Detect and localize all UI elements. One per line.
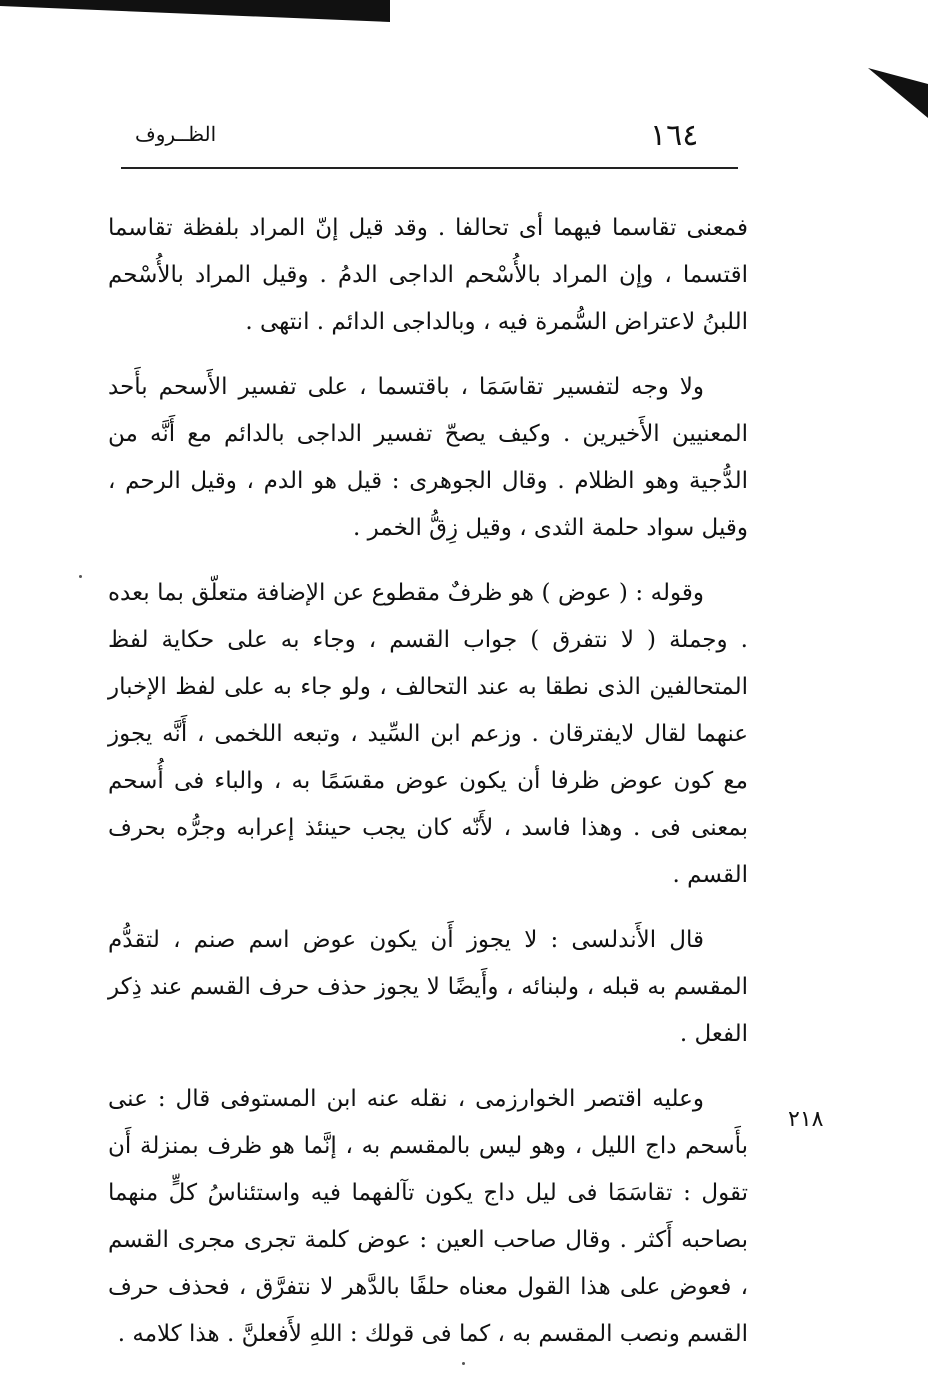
paragraph-2: ولا وجه لتفسير تقاسَمَا ، باقتسما ، على تفسير الأَسحم بأَحد المعنيين الأَخيرين . وكيف يصحّ تفسير الداجى بالدائم مع أَنَّه من الدُّجية وهو الظلام . وقال الجوهرى : قيل هو الدم ، وقيل الرحم ، وقيل سواد حلمة الثدى ، وقيل زِقُّ الخمر . <box>108 374 748 541</box>
scan-speck <box>79 575 82 578</box>
paragraph-5: وعليه اقتصر الخوارزمى ، نقله عنه ابن المستوفى قال : عنى بأَسحم داج الليل ، وهو ليس بالمقسم به ، إنَّما هو ظرف بمنزلة أَن تقول : تقاسَمَا فى ليل داج يكون تآلفهما فيه واستئناسُ كلٍّ منهما بصاحبه أَكثر . وقال صاحب العين : عوض كلمة تجرى مجرى القسم ، فعوض على هذا القول معناه حلفًا بالدَّهر لا نتفرَّق ، فحذف حرف القسم ونصب المقسم به ، كما فى قولك : اللهِ لأَفعلنَّ . هذا كلامه . <box>108 1086 748 1347</box>
paragraph-4: قال الأَندلسى : لا يجوز أَن يكون عوض اسم صنم ، لتقدُّم المقسم به قبله ، ولبنائه ، وأَيضًا لا يجوز حذف حرف القسم عند ذِكر الفعل . <box>108 927 748 1047</box>
body-text <box>108 205 748 1376</box>
paragraph-1: فمعنى تقاسما فيهما أى تحالفا . وقد قيل إنّ المراد بلفظة تقاسما اقتسما ، وإن المراد بالأُسْحم الداجى الدمُ . وقيل المراد بالأُسْحم اللبنُ لاعتراض السُّمرة فيه ، وبالداجى الدائم . انتهى . <box>108 215 748 335</box>
scan-edge-right <box>868 68 928 118</box>
paragraph-3: وقوله : ( عوض ) هو ظرفٌ مقطوع عن الإضافة متعلّق بما بعده . وجملة ( لا نتفرق ) جواب القسم ، وجاء به على حكاية لفظ المتحالفين الذى نطقا به عند التحالف ، ولو جاء به على لفظ الإخبار عنهما لقال لايفترقان . وزعم ابن السِّيد ، وتبعه اللخمى ، أَنَّه يجوز مع كون عوض ظرفا أن يكون عوض مقسَمًا به ، والباء فى أُسحم بمعنى فى . وهذا فاسد ، لأَنّه كان يجب حينئذ إعرابه وجرُّه بحرف القسم . <box>108 580 748 888</box>
scan-edge-top <box>0 0 390 24</box>
page-number: ١٦٤ <box>650 118 699 153</box>
header-rule <box>121 167 738 169</box>
margin-reference-number: ٢١٨ <box>788 1107 824 1132</box>
running-title: الظــروف <box>135 122 217 146</box>
scan-speck <box>462 1362 465 1365</box>
page-header <box>120 118 740 158</box>
